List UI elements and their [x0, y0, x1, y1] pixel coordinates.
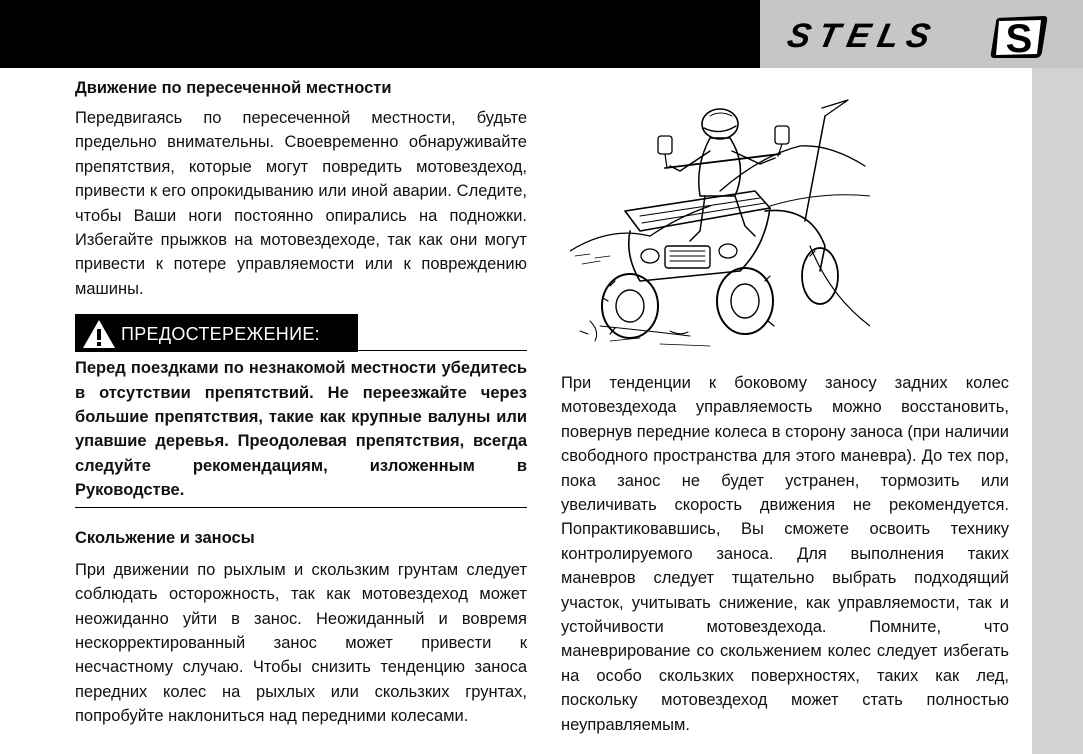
warning-header: [75, 314, 527, 352]
section-body-skids: При движении по рыхлым и скользким грунтам следует соблюдать осторожность, так как мотовездеход может неожиданно уйти в занос. Неожиданный и вовремя нескорректированный занос может привести к несчастному случаю. Чтобы снизить тенденцию заноса передних колес на рыхлых или скользких грунтах, попробуйте наклониться над передними колесами.: [75, 560, 527, 726]
brand-logo-text: STELS: [783, 17, 942, 55]
atv-rider-illustration: [570, 96, 870, 356]
warning-triangle-icon: [81, 318, 117, 350]
left-column: [75, 76, 527, 729]
section-body-offroad: Передвигаясь по пересеченной местности, будьте предельно внимательны. Своевременно обнаруживайте препятствия, которые могут повредить мотовездеход, привести к его опрокидыванию или иной аварии. Следите, чтобы Ваши ноги постоянно опирались на подножки. Избегайте прыжков на мотовездеходе, так как они могут привести к потере управляемости или к повреждению машины.: [75, 109, 527, 298]
brand-emblem-letter: S: [1005, 17, 1033, 61]
warning-body: Перед поездками по незнакомой местности убедитесь в отсутствии препятствий. Не переезжайте через большие препятствия, такие как крупные валуны или упавшие деревья. Преодолевая препятствия, всегда следуйте рекомендациям, изложенным в Руководстве.: [75, 356, 527, 507]
header-bar: [0, 0, 760, 68]
warning-title-box: [75, 314, 358, 352]
right-column: [561, 371, 1009, 737]
warning-rule: [358, 350, 527, 351]
brand-emblem-icon: [988, 12, 1050, 62]
side-strip: [1032, 68, 1083, 754]
warning-title: ПРЕДОСТЕРЕЖЕНИЕ:: [121, 324, 320, 345]
right-column-body: При тенденции к боковому заносу задних колес мотовездехода управляемость можно восстановить, повернув передние колеса в сторону заноса (при наличии свободного пространства для этого маневра). До тех пор, пока занос не будет устранен, тормозить или увеличивать скорость движения не рекомендуется. Попрактиковавшись, Вы сможете освоить технику контролируемого заноса. Для выполнения таких маневров следует тщательно выбрать подходящий участок, учитывать снижение, как управляемости, так и устойчивости мотовездехода. Помните, что маневрирование со скольжением колес следует избегать на особо скользких поверхностях, таких как лед, поскольку мотовездеход может стать полностью неуправляемым.: [561, 374, 1009, 734]
section-title-offroad: Движение по пересеченной местности: [75, 79, 392, 97]
section-title-skids: Скольжение и заносы: [75, 528, 255, 547]
